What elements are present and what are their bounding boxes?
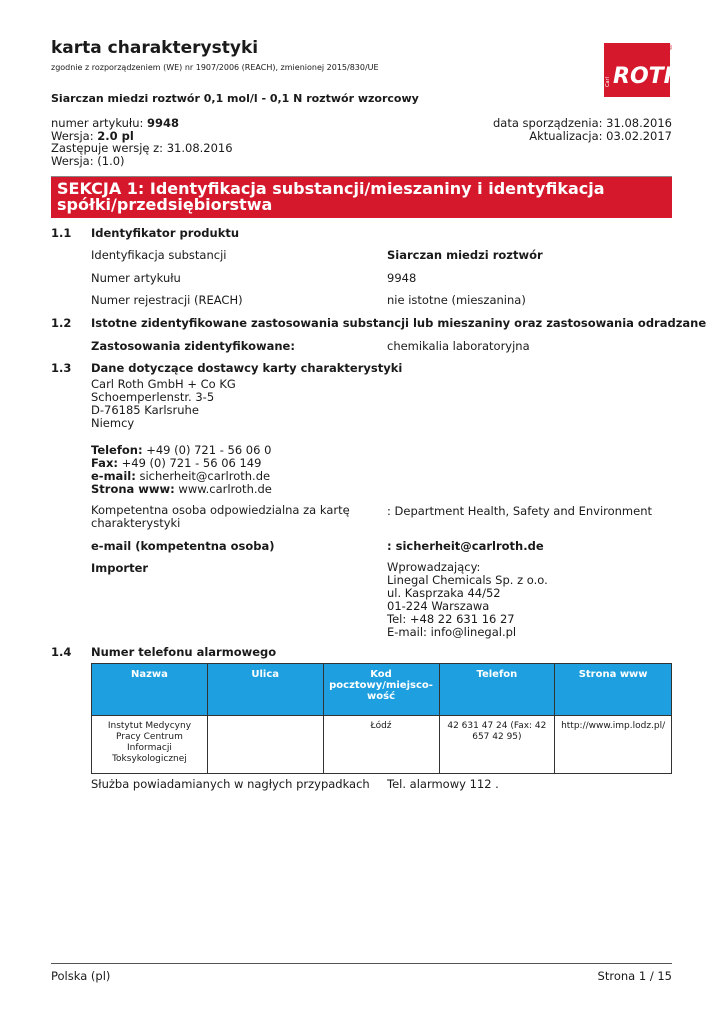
logo-small-text: Carl <box>605 77 611 87</box>
subsection-title: Dane dotyczące dostawcy karty charakterystyki <box>91 361 403 375</box>
importer-line: 01-224 Warszawa <box>387 599 490 613</box>
supplier-address <box>91 378 236 430</box>
logo-text: ROTH <box>613 64 683 89</box>
table-cell <box>207 716 323 774</box>
footer-language: Polska (pl) <box>51 969 111 983</box>
email-label: e-mail: <box>91 469 136 483</box>
phone-label: Telefon: <box>91 443 143 457</box>
subsection-title: Istotne zidentyfikowane zastosowania substancji lub mieszaniny oraz zastosowania odradzane <box>91 316 707 330</box>
row-value: chemikalia laboratoryjna <box>387 339 530 353</box>
row-label: Numer rejestracji (REACH) <box>91 293 243 307</box>
address-line: Schoemperlenstr. 3-5 <box>91 390 215 404</box>
emergency-service-value: Tel. alarmowy 112 . <box>387 777 499 791</box>
subsection-number: 1.1 <box>51 226 72 240</box>
regulation-subtitle: zgodnie z rozporządzeniem (WE) nr 1907/2006 (REACH), zmienionej 2015/830/UE <box>51 63 379 72</box>
table-row <box>92 716 672 774</box>
table-cell: http://www.imp.lodz.pl/ <box>555 716 672 774</box>
importer-line: Linegal Chemicals Sp. z o.o. <box>387 573 548 587</box>
column-header: Strona www <box>555 664 672 716</box>
subsection-number: 1.4 <box>51 645 72 659</box>
phone-value: +49 (0) 721 - 56 06 0 <box>142 443 272 457</box>
supplier-contact <box>91 444 272 496</box>
version-label: Wersja: <box>51 128 98 143</box>
row-label: Numer artykułu <box>91 271 181 285</box>
competent-email-value: : sicherheit@carlroth.de <box>387 539 544 553</box>
subsection-number: 1.2 <box>51 316 72 330</box>
date-created: data sporządzenia: 31.08.2016 <box>492 116 672 130</box>
subsection-number: 1.3 <box>51 361 72 375</box>
footer-page-number: Strona 1 / 15 <box>597 969 672 983</box>
section-1-header <box>51 176 672 218</box>
subsection-title: Numer telefonu alarmowego <box>91 645 277 659</box>
document-title: karta charakterystyki <box>51 38 259 58</box>
subsection-title: Identyfikator produktu <box>91 226 240 240</box>
section-1-title: SEKCJA 1: Identyfikacja substancji/mieszaniny i identyfikacja spółki/przedsiębiorstwa <box>57 179 605 214</box>
emergency-service-label: Służba powiadamianych w nagłych przypadkach <box>91 777 370 791</box>
www-value: www.carlroth.de <box>174 482 272 496</box>
competent-email-label: e-mail (kompetentna osoba) <box>91 539 275 553</box>
meta-left <box>51 117 233 167</box>
registered-mark: ® <box>666 44 673 52</box>
row-value: nie istotne (mieszanina) <box>387 293 526 307</box>
address-line: Carl Roth GmbH + Co KG <box>91 377 236 391</box>
column-header: Kod pocztowy/miejsco-wość <box>323 664 439 716</box>
competent-person-label: Kompetentna osoba odpowiedzialna za kartę charakterystyki <box>91 503 350 530</box>
importer-line: E-mail: info@linegal.pl <box>387 625 517 639</box>
row-value: 9948 <box>387 271 417 285</box>
version-value: 2.0 pl <box>97 128 134 143</box>
row-label: Zastosowania zidentyfikowane: <box>91 339 295 353</box>
article-label: numer artykułu: <box>51 116 148 130</box>
importer-line: ul. Kasprzaka 44/52 <box>387 586 501 600</box>
table-cell: Łódź <box>323 716 439 774</box>
row-label: Identyfikacja substancji <box>91 248 227 262</box>
table-cell: 42 631 47 24 (Fax: 42 657 42 95) <box>439 716 555 774</box>
article-value: 9948 <box>147 116 180 130</box>
table-header-row <box>92 664 672 716</box>
emergency-contacts-table <box>91 663 672 774</box>
fax-value: +49 (0) 721 - 56 06 149 <box>117 456 262 470</box>
column-header: Telefon <box>439 664 555 716</box>
date-updated: Aktualizacja: 03.02.2017 <box>529 128 672 143</box>
column-header: Nazwa <box>92 664 208 716</box>
table-cell: Instytut Medycyny Pracy Centrum Informacji Toksykologicznej <box>92 716 208 774</box>
replaces-date: Zastępuje wersję z: 31.08.2016 <box>51 141 233 155</box>
meta-right <box>493 117 672 142</box>
column-header: Ulica <box>207 664 323 716</box>
footer-divider <box>51 963 672 964</box>
address-line: D-76185 Karlsruhe <box>91 403 199 417</box>
address-line: Niemcy <box>91 416 135 430</box>
www-label: Strona www: <box>91 482 175 496</box>
replaces-version: Wersja: (1.0) <box>51 153 125 168</box>
product-name: Siarczan miedzi roztwór 0,1 mol/l - 0,1 N roztwór wzorcowy <box>51 92 419 105</box>
importer-line: Tel: +48 22 631 16 27 <box>387 612 515 626</box>
importer-line: Wprowadzający: <box>387 560 481 574</box>
fax-label: Fax: <box>91 456 118 470</box>
importer-details <box>387 561 548 639</box>
importer-label: Importer <box>91 561 149 575</box>
competent-person-value: : Department Health, Safety and Environment <box>387 504 653 518</box>
email-value: sicherheit@carlroth.de <box>135 469 271 483</box>
roth-logo <box>604 41 683 97</box>
row-value: Siarczan miedzi roztwór <box>387 248 543 262</box>
